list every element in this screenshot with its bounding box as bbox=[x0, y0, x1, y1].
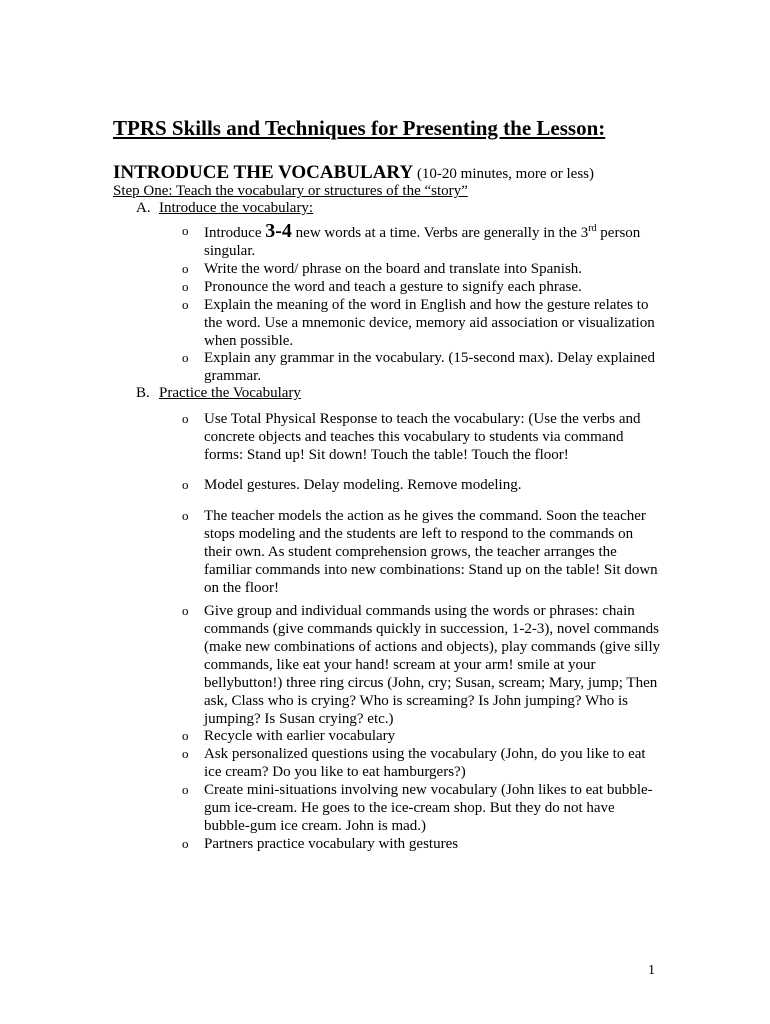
list-item bbox=[182, 222, 662, 260]
bullet-text: Pronounce the word and teach a gesture to signify each phrase. bbox=[204, 279, 582, 295]
bullet-text: Write the word/ phrase on the board and translate into Spanish. bbox=[204, 261, 583, 277]
list-item bbox=[182, 507, 662, 597]
list-item bbox=[182, 835, 662, 853]
bullet-icon: o bbox=[182, 603, 189, 618]
bullet-text: Explain the meaning of the word in English and how the gesture relates to the word. Use a mnemonic device, memory aid association or visualization when possible. bbox=[204, 297, 655, 349]
bullet-text: Model gestures. Delay modeling. Remove modeling. bbox=[204, 477, 522, 493]
part-a-letter: A. bbox=[136, 200, 151, 216]
list-item bbox=[182, 278, 662, 296]
list-item bbox=[182, 781, 662, 835]
bullet-text: Use Total Physical Response to teach the vocabulary: (Use the verbs and concrete objects and teaches this vocabulary to students via command forms: Stand up! Sit down! Touch the table! Touch the floor! bbox=[204, 411, 641, 463]
bullet-icon: o bbox=[182, 411, 189, 426]
section-heading bbox=[113, 162, 594, 184]
part-a-label: Introduce the vocabulary: bbox=[159, 200, 314, 216]
bullet-icon: o bbox=[182, 746, 189, 761]
part-b-letter: B. bbox=[136, 385, 150, 401]
bullet-icon: o bbox=[182, 728, 189, 743]
bullet-text: Introduce 3-4 new words at a time. Verbs are generally in the 3rd person singular. bbox=[204, 220, 641, 259]
bullet-text: Create mini-situations involving new vocabulary (John likes to eat bubble-gum ice-cream. He goes to the ice-cream shop. But they do not have bubble-gum ice cream. John is mad.) bbox=[204, 782, 653, 834]
list-item bbox=[182, 745, 662, 781]
bullet-text: Ask personalized questions using the vocabulary (John, do you like to eat ice cream? Do you like to eat hamburgers?) bbox=[204, 746, 646, 780]
section-duration: (10-20 minutes, more or less) bbox=[416, 166, 594, 182]
part-b-label: Practice the Vocabulary bbox=[159, 385, 301, 401]
list-item bbox=[182, 349, 662, 385]
bullet-icon: o bbox=[182, 477, 189, 492]
page-number: 1 bbox=[648, 963, 655, 978]
bullet-text: The teacher models the action as he gives the command. Soon the teacher stops modeling and the students are left to respond to the commands on their own. As student comprehension grows, the teacher arranges the familiar commands into new combinations: Stand up on the table! Sit down on the floor! bbox=[204, 508, 658, 596]
section-heading-label: INTRODUCE THE VOCABULARY bbox=[113, 162, 414, 183]
bullet-text: Recycle with earlier vocabulary bbox=[204, 728, 396, 744]
list-item bbox=[182, 410, 662, 464]
part-b-heading bbox=[136, 385, 301, 402]
bullet-icon: o bbox=[182, 508, 189, 523]
list-item bbox=[182, 260, 662, 278]
list-item bbox=[182, 296, 662, 350]
list-item bbox=[182, 727, 662, 745]
list-item bbox=[182, 602, 662, 728]
bullet-icon: o bbox=[182, 297, 189, 312]
bullet-text: Partners practice vocabulary with gestures bbox=[204, 836, 459, 852]
bullet-text: Give group and individual commands using the words or phrases: chain commands (give commands quickly in succession, 1-2-3), novel commands (make new combinations of actions and objects), play commands (give silly commands, like eat your hand! scream at your arm! smile at your bellybutton!) three ring circus (John, cry; Susan, scream; Mary, jump; Then ask, Class who is crying? Who is screaming? Is John jumping? Who is jumping? Is Susan crying? etc.) bbox=[204, 603, 661, 727]
bullet-icon: o bbox=[182, 223, 189, 238]
list-item bbox=[182, 476, 662, 494]
bullet-icon: o bbox=[182, 782, 189, 797]
bullet-icon: o bbox=[182, 350, 189, 365]
bullet-icon: o bbox=[182, 279, 189, 294]
document-title: TPRS Skills and Techniques for Presenting the Lesson: bbox=[113, 116, 606, 140]
bullet-icon: o bbox=[182, 836, 189, 851]
bullet-text: Explain any grammar in the vocabulary. (15-second max). Delay explained grammar. bbox=[204, 350, 655, 384]
part-a-heading bbox=[136, 200, 313, 217]
bullet-icon: o bbox=[182, 261, 189, 276]
step-one-heading: Step One: Teach the vocabulary or structures of the “story” bbox=[113, 183, 468, 199]
word-count-highlight: 3-4 bbox=[265, 220, 292, 242]
